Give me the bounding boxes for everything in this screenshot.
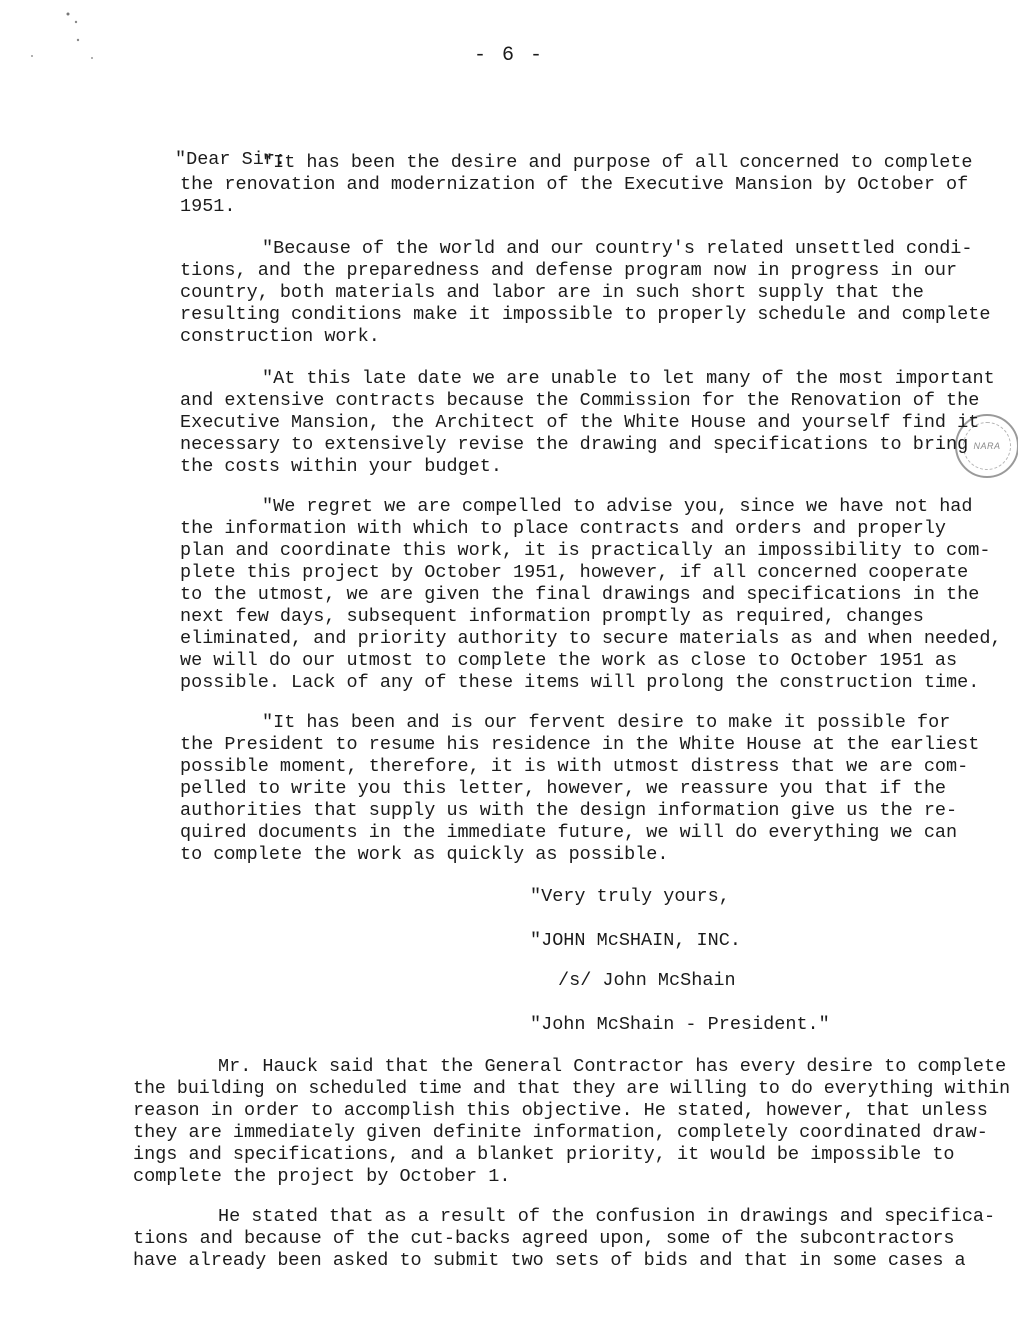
text-line: quired documents in the immediate future, we will do everything we can [180,822,958,843]
text-line: Executive Mansion, the Architect of the White House and yourself find it [180,412,980,433]
text-line: necessary to extensively revise the drawing and specifications to bring [180,434,969,455]
text-line: the renovation and modernization of the Executive Mansion by October of [180,174,969,195]
salutation: "Dear Sir: [175,149,287,170]
text-line: to the utmost, we are given the final drawings and specifications in the [180,584,980,605]
text-line: and extensive contracts because the Commission for the Renovation of the [180,390,980,411]
text-line: country, both materials and labor are in such short supply that the [180,282,924,303]
text-line: complete the project by October 1. [133,1166,511,1187]
text-line: possible moment, therefore, it is with utmost distress that we are com- [180,756,969,777]
text-line: He stated that as a result of the confusion in drawings and specifica- [218,1206,996,1227]
text-line: resulting conditions make it impossible to properly schedule and complete [180,304,991,325]
text-line: plan and coordinate this work, it is practically an impossibility to com- [180,540,991,561]
text-line: the building on scheduled time and that they are willing to do everything within [133,1078,1011,1099]
text-line: they are immediately given definite information, completely coordinated draw- [133,1122,988,1143]
text-line: 1951. [180,196,236,217]
text-line: plete this project by October 1951, however, if all concerned cooperate [180,562,969,583]
text-line: the costs within your budget. [180,456,502,477]
text-line: next few days, subsequent information promptly as required, changes [180,606,924,627]
stamp-label: NARA [973,441,1001,451]
text-line: construction work. [180,326,380,347]
text-line: "At this late date we are unable to let many of the most important [262,368,995,389]
text-line: authorities that supply us with the design information give us the re- [180,800,958,821]
text-line: "It has been and is our fervent desire to make it possible for [262,712,951,733]
text-line: the information with which to place contracts and orders and properly [180,518,947,539]
text-line: the President to resume his residence in the White House at the earliest [180,734,980,755]
text-line: eliminated, and priority authority to secure materials as and when needed, [180,628,1002,649]
text-line: reason in order to accomplish this objective. He stated, however, that unless [133,1100,988,1121]
text-line: pelled to write you this letter, however, we reassure you that if the [180,778,947,799]
text-line: to complete the work as quickly as possible. [180,844,669,865]
text-line: "We regret we are compelled to advise you, since we have not had [262,496,973,517]
text-line: tions, and the preparedness and defense program now in progress in our [180,260,958,281]
closing: "Very truly yours, [530,886,730,907]
text-line: have already been asked to submit two sets of bids and that in some cases a [133,1250,966,1271]
signatory: "John McShain - President." [530,1014,830,1035]
text-line: we will do our utmost to complete the work as close to October 1951 as [180,650,958,671]
text-line: "It has been the desire and purpose of all concerned to complete [262,152,973,173]
text-line: Mr. Hauck said that the General Contractor has every desire to complete [218,1056,1007,1077]
page-number: - 6 - [473,44,544,67]
text-line: possible. Lack of any of these items will prolong the construction time. [180,672,980,693]
company-name: "JOHN McSHAIN, INC. [530,930,741,951]
text-line: tions and because of the cut-backs agreed upon, some of the subcontractors [133,1228,955,1249]
signature-line: /s/ John McShain [558,970,736,991]
text-line: "Because of the world and our country's related unsettled condi- [262,238,973,259]
text-line: ings and specifications, and a blanket priority, it would be impossible to [133,1144,955,1165]
